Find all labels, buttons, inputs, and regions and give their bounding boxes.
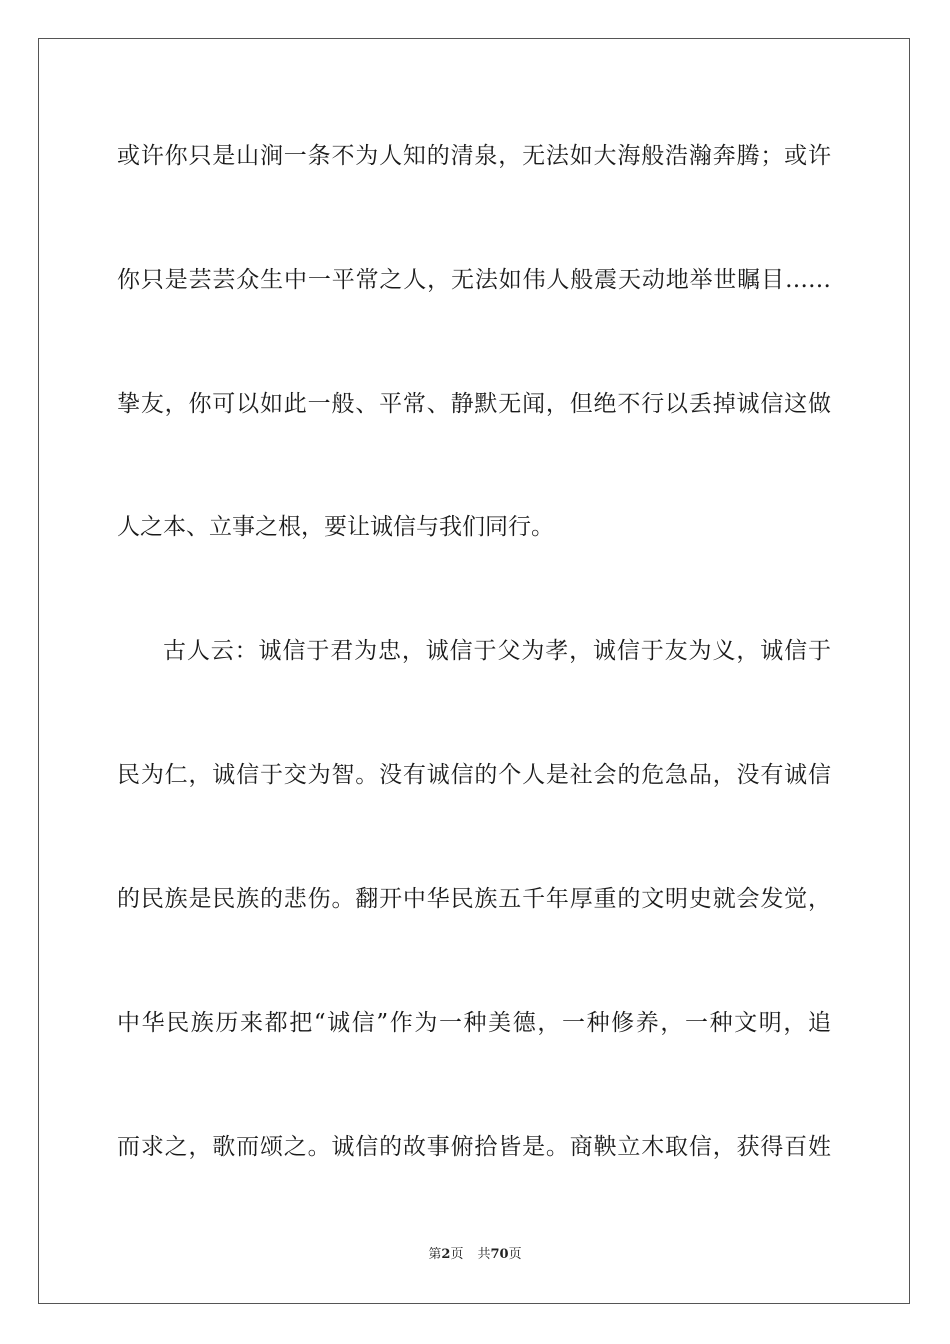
page-suffix: 页 [450, 1247, 464, 1262]
total-prefix: 共 [477, 1247, 491, 1262]
text-line-9: 而求之，歌而颂之。诚信的故事俯拾皆是。商鞅立木取信，获得百姓 [117, 1134, 831, 1160]
text-line-5: 古人云：诚信于君为忠，诚信于父为孝，诚信于友为义，诚信于 [163, 638, 831, 664]
text-line-1: 或许你只是山涧一条不为人知的清泉，无法如大海般浩瀚奔腾；或许 [117, 143, 831, 169]
page-prefix: 第 [428, 1247, 442, 1262]
page-border [38, 38, 910, 1304]
text-line-8: 中华民族历来都把“诚信”作为一种美德，一种修养，一种文明，追 [117, 1010, 831, 1036]
text-line-4: 人之本、立事之根，要让诚信与我们同行。 [117, 514, 554, 540]
page-indicator [428, 1247, 463, 1262]
text-line-2: 你只是芸芸众生中一平常之人，无法如伟人般震天动地举世瞩目…… [117, 267, 831, 293]
page-footer [0, 1246, 950, 1264]
total-number: 70 [490, 1247, 509, 1262]
text-line-3: 挚友，你可以如此一般、平常、静默无闻，但绝不行以丢掉诚信这做 [117, 391, 831, 417]
total-suffix: 页 [508, 1247, 522, 1262]
page-number: 2 [441, 1247, 451, 1262]
text-line-6: 民为仁，诚信于交为智。没有诚信的个人是社会的危急品，没有诚信 [117, 762, 831, 788]
text-line-7: 的民族是民族的悲伤。翻开中华民族五千年厚重的文明史就会发觉， [117, 886, 831, 912]
total-indicator [477, 1247, 521, 1262]
